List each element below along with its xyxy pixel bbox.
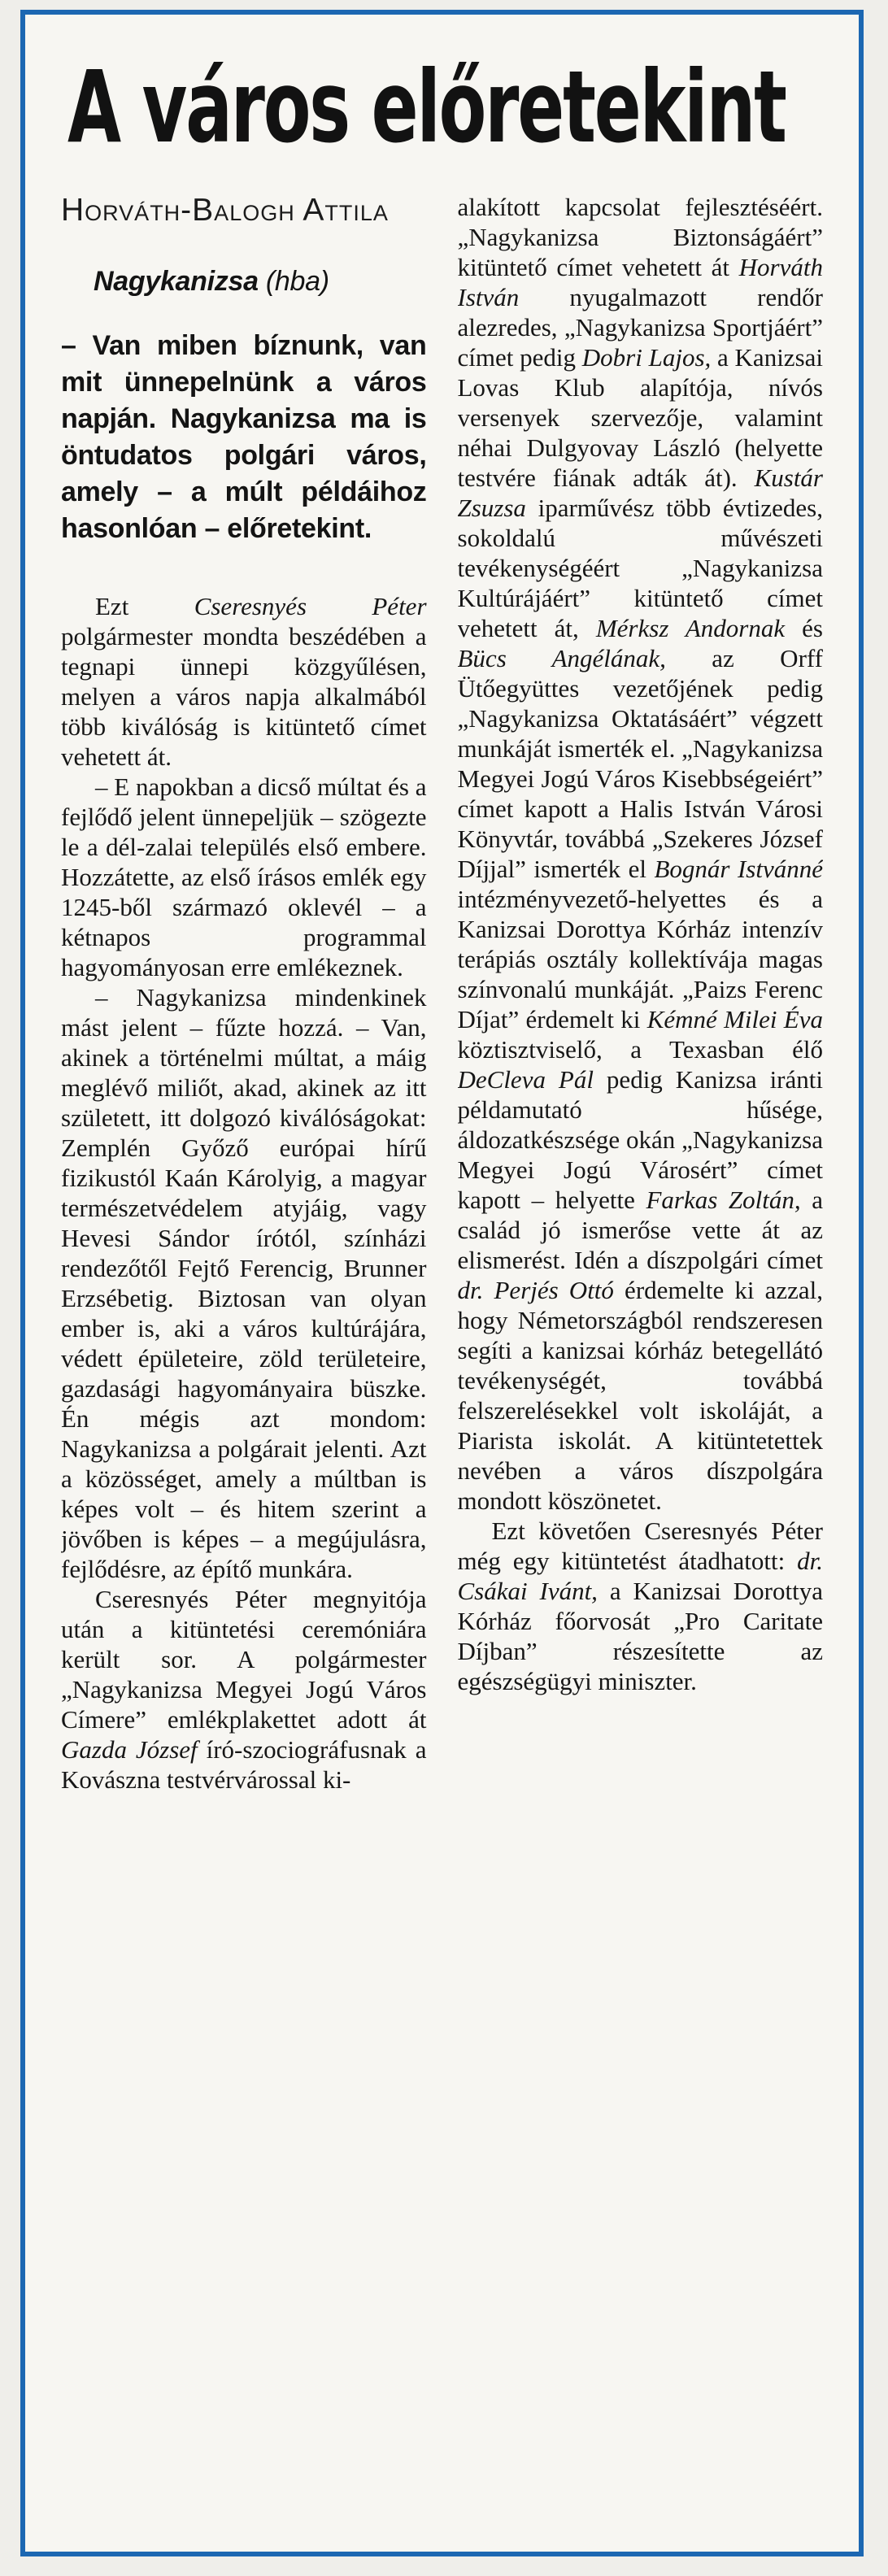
text-segment: érdemelte ki azzal, hogy Németországból rendszeresen segíti a kanizsai kórház betegellátó tevékenységét, továbbá felszerelésekkel volt iskoláját, a Piarista iskolát. A kitüntetettek nevében a város díszpolgára mondott köszönetet. [457,1276,823,1516]
body-text-right [458,192,824,1696]
text-segment: Cseresnyés Péter megnyitója után a kitüntetési ceremóniára került sor. A polgármester „Nagykanizsa Megyei Jogú Város Címere” emlékplakettet adott át [61,1585,427,1734]
paragraph [61,982,427,1584]
emphasized-name: dr. Perjés Ottó [457,1276,614,1305]
text-segment: az Orff Ütőegyüttes vezetőjének pedig „Nagykanizsa Oktatásáért” végzett munkáját ismerték el. „Nagykanizsa Megyei Jogú Város Kisebbségeiért” címet kapott a Halis István Városi Könyvtár, továbbá „Szekeres József Díjjal” ismerték el [457,644,823,884]
emphasized-name: Cseresnyés Péter [194,592,427,621]
emphasized-name: dr. Csákai Ivánt, [457,1547,823,1606]
article-columns [61,192,823,2542]
body-text-left [61,591,427,1795]
author-initials: (hba) [265,266,329,298]
text-segment: a Kanizsai Lovas Klub alapítója, nívós versenyek szervezője, valamint néhai Dulgyovay László (helyette testvére fiának adták át). [457,343,823,493]
paragraph [61,772,427,982]
paragraph [458,1516,824,1696]
paragraph [61,1584,427,1795]
text-segment: alakított kapcsolat fejlesztéséért. „Nagykanizsa Biztonságáért” kitüntető címet vehetett át [457,193,823,282]
text-segment: – E napokban a dicső múltat és a fejlődő jelent ünnepeljük – szögezte le a dél-zalai település első embere. Hozzátette, az első írásos emlék egy 1245-ből származó oklevél – a kétnapos programmal hagyományosan erre emlékeznek. [61,772,427,982]
lead-text: – Van miben bíznunk, van mit ünnepelnünk a város napján. Nagykanizsa ma is öntudatos polgári város, amely – a múlt példáihoz hasonlóan – előretekint. [61,330,427,545]
emphasized-name: Horváth István [457,253,823,312]
text-segment: polgármester mondta beszédében a tegnapi ünnepi közgyűlésen, melyen a város napja alkalmából több kiválóság is kitüntető címet vehetett át. [61,622,427,772]
emphasized-name: Kémné Milei Éva [646,1005,823,1034]
text-segment: pedig Kanizsa iránti példamutató hűsége, áldozatkészsége okán „Nagykanizsa Megyei Jogú Városért” címet kapott – helyette [457,1065,823,1215]
lead-dateline-row [61,263,427,300]
emphasized-name: Gazda József [61,1735,198,1764]
emphasized-name: Mérksz Andornak [595,614,786,643]
byline: Horváth-Balogh Attila [61,193,389,228]
text-segment: a család jó ismerőse vette át az elismerést. Idén a díszpolgári címet [457,1186,823,1275]
lead-paragraph [61,263,427,547]
emphasized-name: Dobri Lajos, [581,343,712,372]
emphasized-name: Kustár Zsuzsa [457,463,823,523]
text-segment: – Nagykanizsa mindenkinek mást jelent – fűzte hozzá. – Van, akinek a történelmi múltat, a máig meglévő miliőt, akad, akinek az itt született, itt dolgozó kiválóságokat: Zemplén Győző európai hírű fizikustól Kaán Károlyig, a magyar természetvédelem atyjáig, vagy Hevesi Sándor írótól, színházi rendezőtől Fejtő Ferencig, Brunner Erzsébetig. Biztosan van olyan ember is, aki a város kultúrájára, védett épületeire, zöld területeire, gazdasági hagyományaira büszke. Én mégis azt mondom: Nagykanizsa a polgárait jelenti. Azt a közösséget, amely a múltban is képes volt – és hitem szerint a jövőben is képes – a megújulásra, fejlődésre, az építő munkára. [61,983,427,1584]
paragraph [458,192,824,1516]
text-segment: a Kanizsai Dorottya Kórház főorvosát „Pro Caritate Díjban” részesítette az egészségügyi miniszter. [457,1577,823,1696]
text-segment: intézményvezető-helyettes és a Kanizsai Dorottya Kórház intenzív terápiás osztály kollektívája magas színvonalú munkáját. „Paizs Ferenc Díjat” érdemelt ki [457,885,823,1034]
text-segment: Ezt követően Cseresnyés Péter még egy kitüntetést átadhatott: [457,1516,823,1576]
article-title: A város előretekint [67,50,786,165]
left-column [61,192,427,2542]
dateline: Nagykanizsa [94,266,259,298]
emphasized-name: Bognár Istvánné [654,855,823,884]
emphasized-name: DeCleva Pál [457,1065,594,1094]
paragraph [61,591,427,772]
text-segment: köztisztviselő, a Texasban élő [457,1035,823,1064]
text-segment: író-szociográfusnak a Kovászna testvérvárossal ki- [61,1735,427,1795]
text-segment: iparművész több évtizedes, sokoldalú művészeti tevékenységéért „Nagykanizsa Kultúrájáért” kitüntető címet vehetett át, [457,494,823,643]
emphasized-name: Bücs Angélának, [457,644,666,673]
article-content [25,50,859,2542]
right-column [458,192,824,2542]
text-segment: Ezt [95,592,194,621]
text-segment: nyugalmazott rendőr alezredes, „Nagykanizsa Sportjáért” címet pedig [457,283,823,372]
emphasized-name: Farkas Zoltán, [646,1186,801,1215]
text-segment: és [785,614,823,643]
article-frame [20,10,864,2556]
